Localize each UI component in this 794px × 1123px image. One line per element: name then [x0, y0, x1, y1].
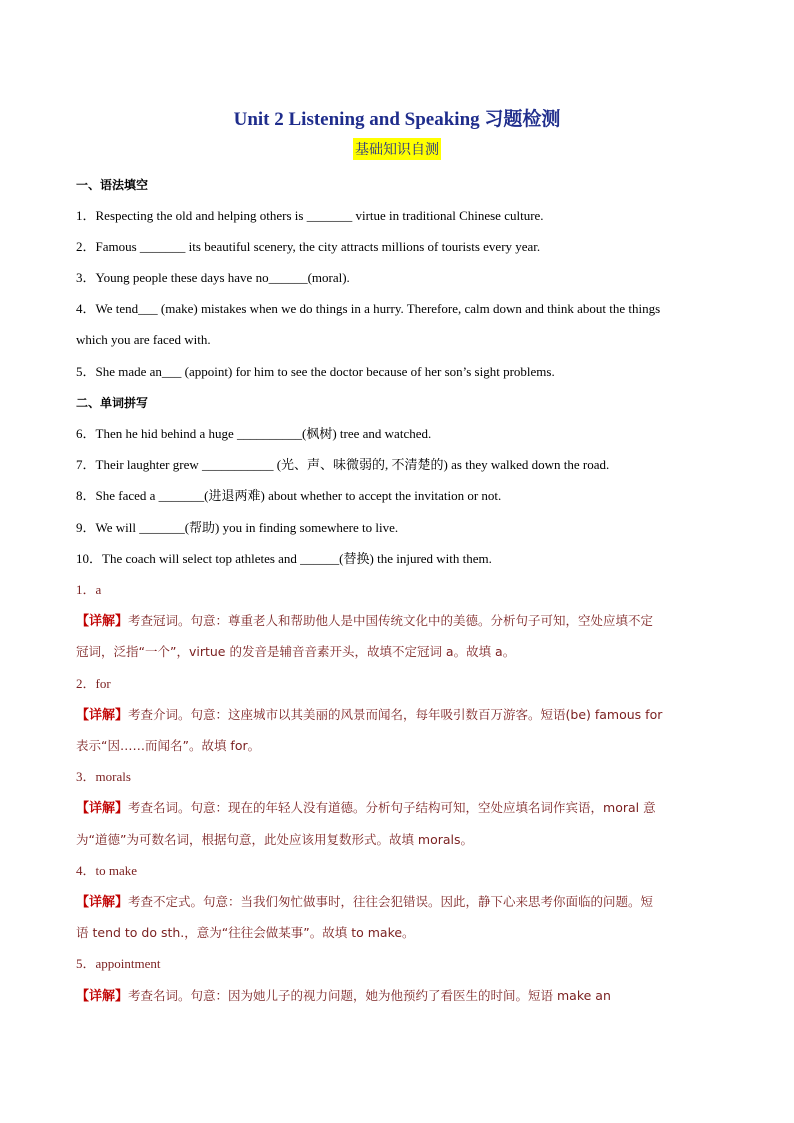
question-7: 7．Their laughter grew ___________ (光、声、味微弱的, 不清楚的) as they walked down the road. — [76, 457, 610, 472]
explanation-4-line-2 — [76, 924, 726, 942]
answer-3: 3．morals — [76, 769, 131, 784]
answer-1: 1．a — [76, 582, 102, 597]
explanation-1-line-1 — [76, 612, 726, 631]
explanation-text: 为“道德”为可数名词，根据句意，此处应该用复数形式。故填 morals。 — [76, 832, 474, 847]
page-subtitle: 基础知识自测 — [353, 138, 441, 160]
explanation-3-line-1 — [76, 799, 726, 818]
explanation-2-line-2 — [76, 737, 726, 755]
explanation-4-line-1 — [76, 893, 726, 912]
question-10: 10．The coach will select top athletes and ______(替换) the injured with them. — [76, 551, 492, 566]
question-9: 9．We will _______(帮助) you in finding somewhere to live. — [76, 520, 399, 535]
explanation-tag: 【详解】 — [76, 708, 129, 723]
explanation-5-line-1 — [76, 987, 726, 1006]
question-4-continued: which you are faced with. — [76, 332, 211, 347]
section-heading-spelling: 二、单词拼写 — [76, 396, 149, 410]
explanation-text: 冠词，泛指“一个”，virtue 的发音是辅音音素开头，故填不定冠词 a。故填 a。 — [76, 644, 516, 659]
question-1: 1．Respecting the old and helping others is _______ virtue in traditional Chinese culture. — [76, 208, 544, 223]
explanation-1-line-2 — [76, 643, 726, 661]
question-2: 2．Famous _______ its beautiful scenery, the city attracts millions of tourists every year. — [76, 239, 541, 254]
subtitle-wrap — [0, 138, 794, 160]
explanation-text: 考查介词。句意：这座城市以其美丽的风景而闻名，每年吸引数百万游客。短语(be) famous for — [128, 707, 663, 722]
question-6: 6．Then he hid behind a huge __________(枫树) tree and watched. — [76, 426, 432, 441]
question-5: 5．She made an___ (appoint) for him to see the doctor because of her son’s sight problems. — [76, 364, 555, 379]
question-3: 3．Young people these days have no______(moral). — [76, 270, 350, 285]
explanation-text: 考查名词。句意：现在的年轻人没有道德。分析句子结构可知，空处应填名词作宾语，moral 意 — [128, 800, 656, 815]
answer-2: 2．for — [76, 676, 111, 691]
answer-4: 4．to make — [76, 863, 138, 878]
explanation-text: 考查冠词。句意：尊重老人和帮助他人是中国传统文化中的美德。分析句子可知，空处应填不定 — [128, 613, 654, 628]
answer-5: 5．appointment — [76, 956, 161, 971]
explanation-text: 表示“因……而闻名”。故填 for。 — [76, 738, 261, 753]
explanation-2-line-1 — [76, 706, 726, 725]
explanation-3-line-2 — [76, 831, 726, 849]
question-8: 8．She faced a _______(进退两难) about whether to accept the invitation or not. — [76, 488, 502, 503]
explanation-tag: 【详解】 — [76, 614, 129, 629]
explanation-tag: 【详解】 — [76, 989, 129, 1004]
explanation-tag: 【详解】 — [76, 895, 129, 910]
question-4: 4．We tend___ (make) mistakes when we do things in a hurry. Therefore, calm down and think about the things — [76, 301, 661, 316]
page-title: Unit 2 Listening and Speaking 习题检测 — [233, 109, 561, 130]
explanation-text: 考查不定式。句意：当我们匆忙做事时，往往会犯错误。因此，静下心来思考你面临的问题。短 — [128, 894, 654, 909]
section-heading-grammar: 一、语法填空 — [76, 178, 149, 192]
explanation-tag: 【详解】 — [76, 801, 129, 816]
explanation-text: 语 tend to do sth.，意为“往往会做某事”。故填 to make。 — [76, 925, 415, 940]
explanation-text: 考查名词。句意：因为她儿子的视力问题，她为他预约了看医生的时间。短语 make an — [128, 988, 611, 1003]
